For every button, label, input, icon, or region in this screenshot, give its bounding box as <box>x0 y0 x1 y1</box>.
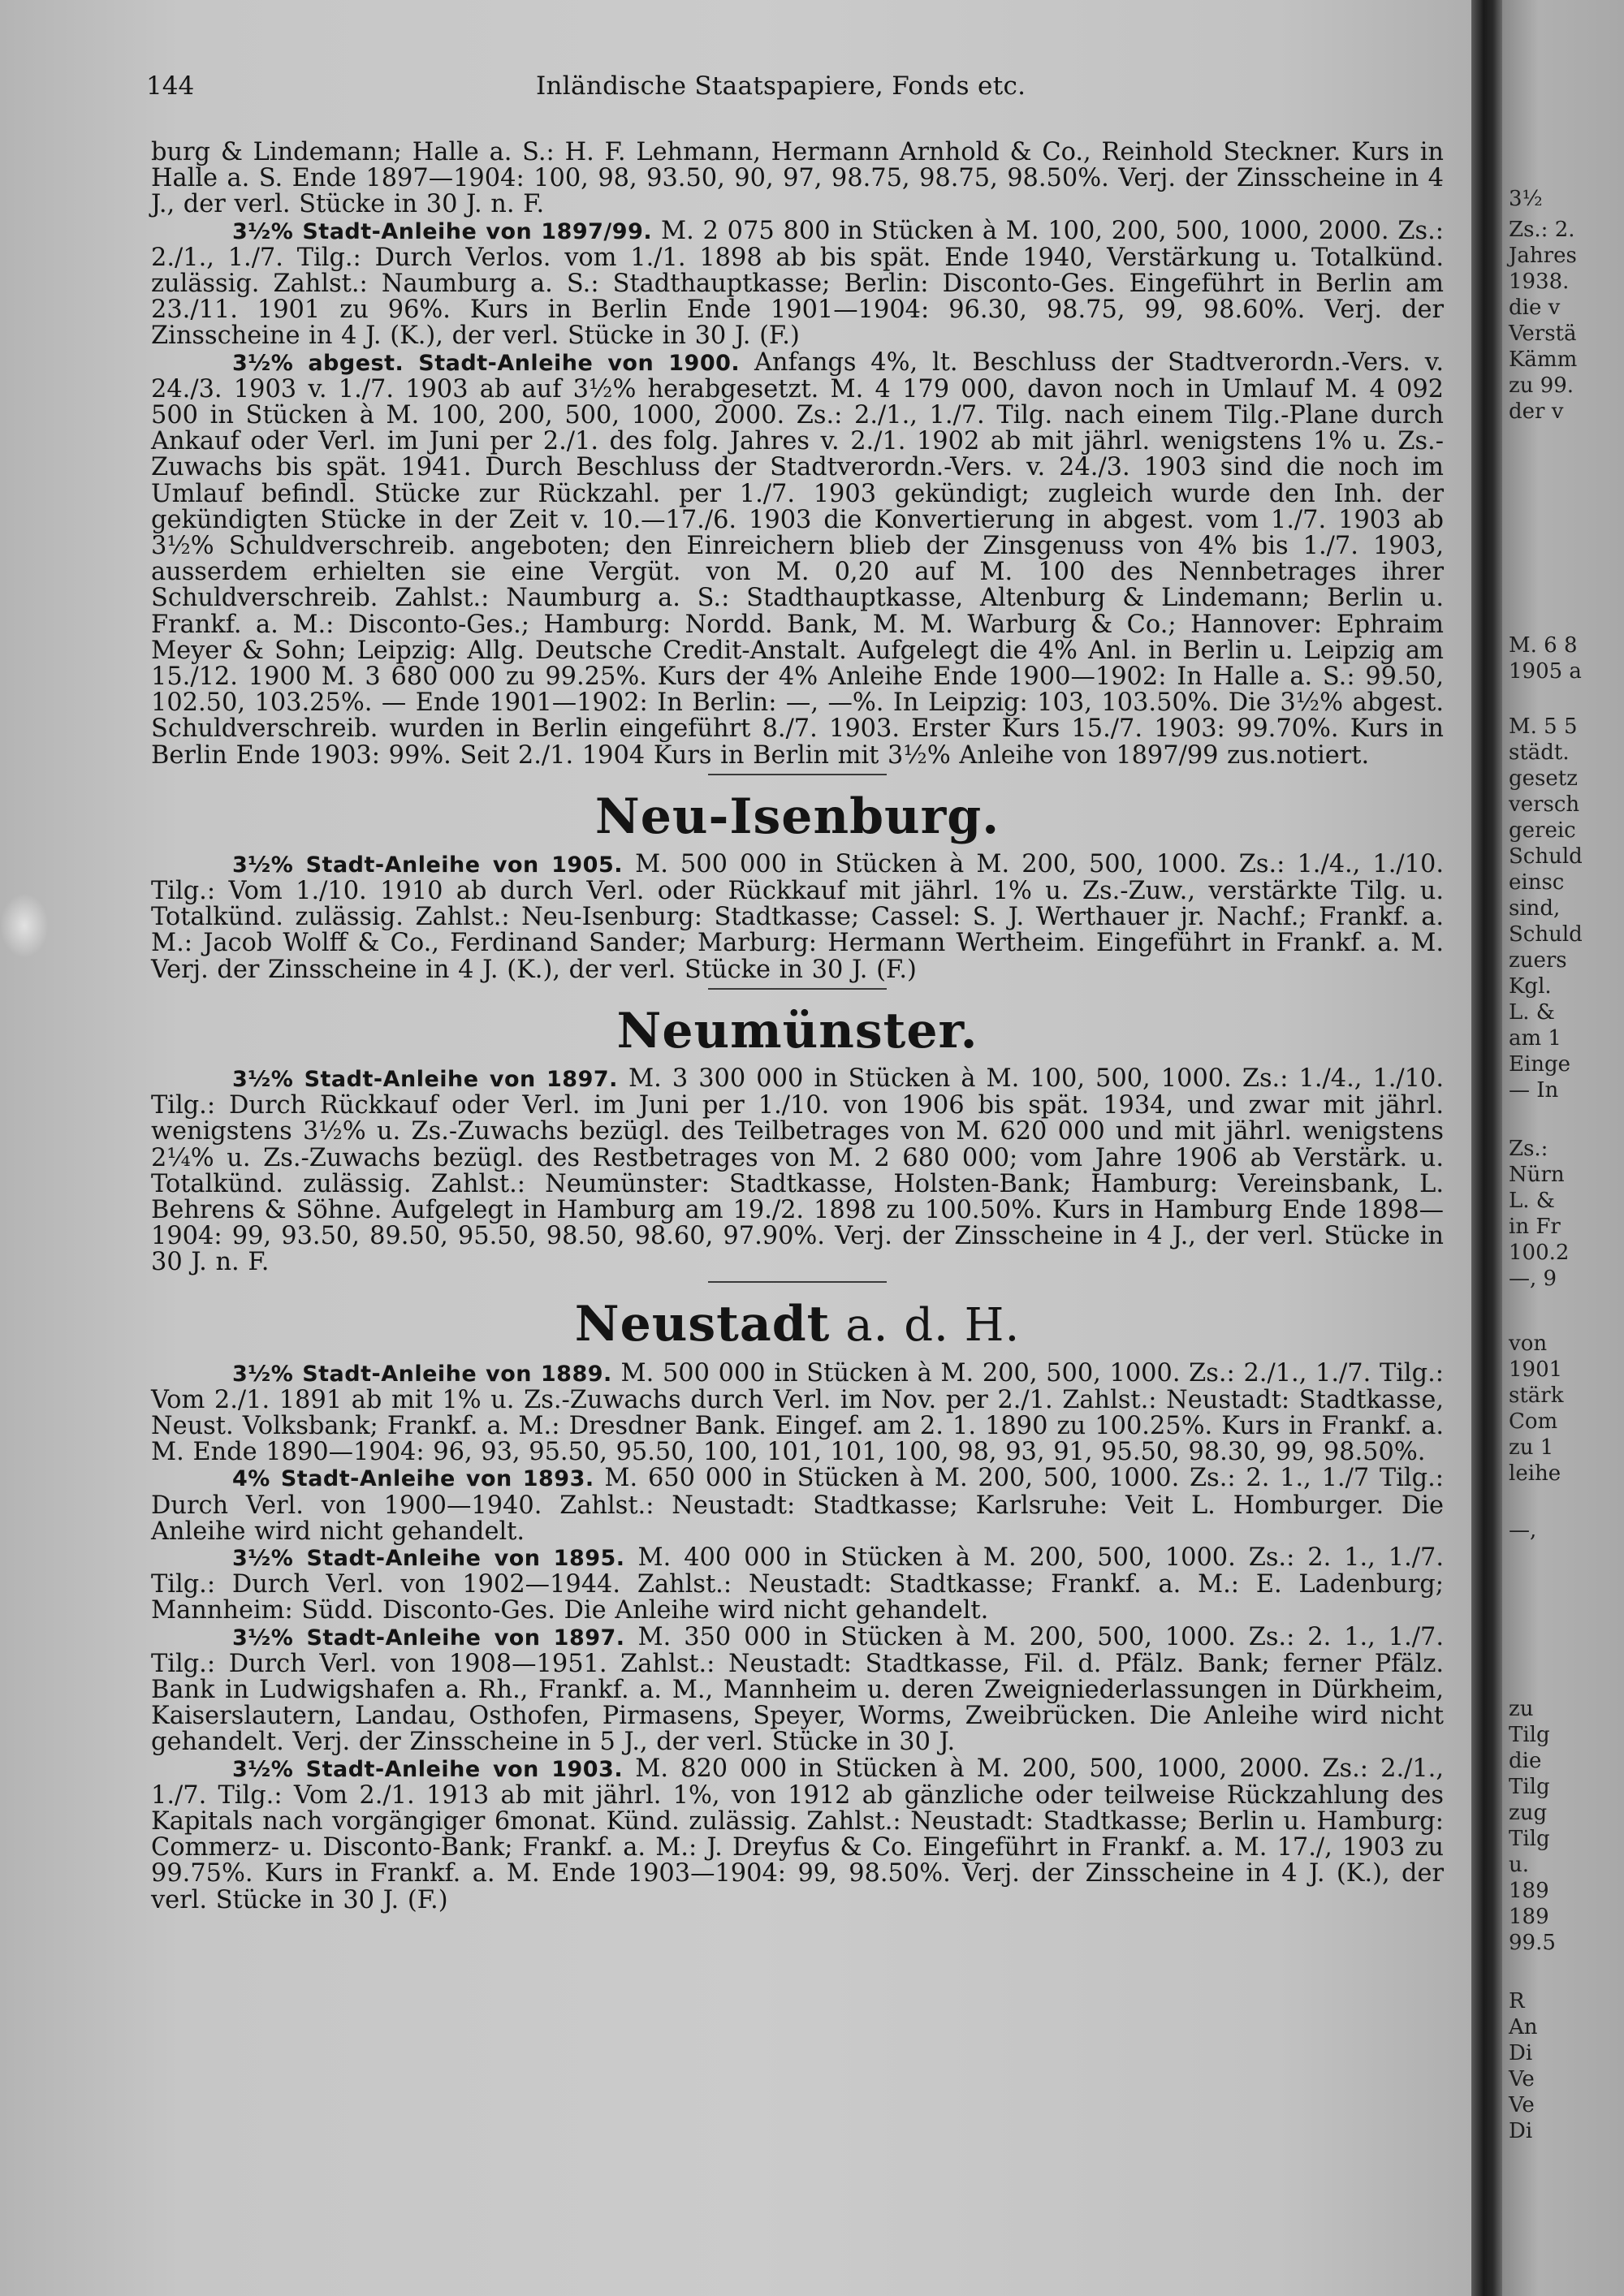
adjacent-page-fragment: versch <box>1509 792 1580 817</box>
adjacent-page-fragment: 1905 a <box>1509 659 1582 684</box>
bond-issue-title: 3½% Stadt-Anleihe von 1897/99. <box>232 218 653 244</box>
adjacent-page-fragment: Com <box>1509 1409 1558 1434</box>
adjacent-page-fragment: Zs.: <box>1509 1137 1548 1161</box>
paragraph-text: M. 500 000 in Stücken à M. 200, 500, 1000. Zs.: 1./4., 1./10. Tilg.: Vom 1./10. 1910 ab durch Verl. oder Rückkauf mit jährl. 1% u. Zs.-Zuw., verstärkte Tilg. u. Totalkünd. zulässig. Zahlst.: Neu-Isenburg: Stadtkasse; Cassel: S. J. Werthauer jr. Nachf.; Frankf. a. M.: Jacob Wolff & Co., Ferdinand Sander; Marburg: Hermann Wertheim. Eingeführt in Frankf. a. M. Verj. der Zinsscheine in 4 J. (K.), der verl. Stücke in 30 J. (F.) <box>151 849 1444 984</box>
adjacent-page-fragment: von <box>1509 1331 1548 1356</box>
adjacent-page-fragment: Ve <box>1509 2093 1535 2117</box>
section-divider <box>708 988 887 990</box>
adjacent-page-fragment: —, 9 <box>1509 1267 1557 1291</box>
adjacent-page-fragment: zuers <box>1509 948 1567 973</box>
adjacent-page-fragment: 189 <box>1509 1879 1549 1903</box>
paragraph-text: M. 3 300 000 in Stücken à M. 100, 500, 1000. Zs.: 1./4., 1./10. Tilg.: Durch Rückkauf oder Verl. im Juni per 1./10. von 1906 bis spät. 1934, und zwar mit jährl. wenigstens 3½% u. Zs.-Zuwachs bezügl. des Teilbetrages von M. 620 000 und mit jährl. wenigstens 2¼% u. Zs.-Zuwachs bezügl. des Restbetrages von M. 2 680 000; vom Jahre 1906 ab Verstärk. u. Totalkünd. zulässig. Zahlst.: Neumünster: Stadtkasse, Holsten-Bank; Hamburg: Vereinsbank, L. Behrens & Söhne. Aufgelegt in Hamburg am 19./2. 1898 zu 100.50%. Kurs in Hamburg Ende 1898—1904: 99, 93.50, 89.50, 95.50, 98.50, 98.60, 97.90%. Verj. der Zinsscheine in 4 J., der verl. Stücke in 30 J. n. F. <box>151 1064 1445 1277</box>
paragraph-text: Anfangs 4%, lt. Beschluss der Stadtverordn.-Vers. v. 24./3. 1903 v. 1./7. 1903 ab auf 3½% herabgesetzt. M. 4 179 000, davon noch in Umlauf M. 4 092 500 in Stücken à M. 100, 200, 500, 1000, 2000. Zs.: 2./1., 1./7. Tilg. nach einem Tilg.-Plane durch Ankauf oder Verl. im Juni per 2./1. des folg. Jahres v. 2./1. 1902 ab mit jährl. wenigstens 1% u. Zs.-Zuwachs bis spät. 1941. Durch Beschluss der Stadtverordn.-Vers. v. 24./3. 1903 sind die noch im Umlauf befindl. Stücke zur Rückzahl. per 1./7. 1903 gekündigt; zugleich wurde den Inh. der gekündigten Stücke in der Zeit v. 10.—17./6. 1903 die Konvertierung in abgest. vom 1./7. 1903 ab 3½% Schuldverschreib. angeboten; den Einreichern blieb der Zinsgenuss von 4% bis 1./7. 1903, ausserdem erhielten sie eine Vergüt. von M. 0,20 auf M. 100 des Nennbetrages ihrer Schuldverschreib. Zahlst.: Naumburg a. S.: Stadthauptkasse, Altenburg & Lindemann; Berlin u. Frankf. a. M.: Disconto-Ges.; Hamburg: Nordd. Bank, M. M. Warburg & Co.; Hannover: Ephraim Meyer & Sohn; Leipzig: Allg. Deutsche Credit-Anstalt. Aufgelegt die 4% Anl. in Berlin u. Leipzig am 15./12. 1900 M. 3 680 000 zu 99.25%. Kurs der 4% Anleihe Ende 1900—1902: In Halle a. S.: 99.50, 102.50, 103.25%. — Ende 1901—1902: In Berlin: —, —%. In Leipzig: 103, 103.50%. Die 3½% abgest. Schuldverschreib. wurden in Berlin eingeführt 8./7. 1903. Erster Kurs 15./7. 1903: 99.70%. Kurs in Berlin Ende 1903: 99%. Seit 2./1. 1904 Kurs in Berlin mit 3½% Anleihe von 1897/99 zus.notiert. <box>151 347 1444 770</box>
adjacent-page-fragment: 3½ <box>1509 187 1543 211</box>
body-text <box>151 140 1444 1914</box>
adjacent-page-fragment: stärk <box>1509 1383 1564 1408</box>
section-heading <box>151 788 1444 845</box>
adjacent-page-fragment: zug <box>1509 1801 1548 1825</box>
adjacent-page-fragment: die v <box>1509 296 1561 320</box>
bond-issue-title: 3½% Stadt-Anleihe von 1905. <box>232 852 623 878</box>
paragraph-text: M. 2 075 800 in Stücken à M. 100, 200, 500, 1000, 2000. Zs.: 2./1., 1./7. Tilg.: Durch Verlos. vom 1./1. 1898 ab bis spät. Ende 1940, Verstärkung u. Totalkünd. zulässig. Zahlst.: Naumburg a. S.: Stadthauptkasse; Berlin: Disconto-Ges. Eingeführt in Berlin am 23./11. 1901 zu 96%. Kurs in Berlin Ende 1901—1904: 96.30, 98.75, 99, 98.60%. Verj. der Zinsscheine in 4 J. (K.), der verl. Stücke in 30 J. (F.) <box>151 216 1444 351</box>
adjacent-page-fragment: Di <box>1509 2119 1533 2143</box>
paragraph <box>151 1545 1444 1625</box>
paragraph-text: M. 350 000 in Stücken à M. 200, 500, 1000. Zs.: 2. 1., 1./7. Tilg.: Durch Verl. von 1908—1951. Zahlst.: Neustadt: Stadtkasse, Fil. d. Pfälz. Bank; ferner Pfälz. Bank in Ludwigshafen a. Rh., Frankf. a. M., Mannheim u. deren Zweigniederlassungen in Dürkheim, Kaiserslautern, Landau, Osthofen, Pirmasens, Speyer, Worms, Zweibrücken. Die Anleihe wird nicht gehandelt. Verj. der Zinsscheine in 5 J., der verl. Stücke in 30 J. <box>151 1622 1444 1757</box>
paragraph-text: M. 650 000 in Stücken à M. 200, 500, 1000. Zs.: 2. 1., 1./7 Tilg.: Durch Verl. von 1900—1940. Zahlst.: Neustadt: Stadtkasse; Karlsruhe: Veit L. Homburger. Die Anleihe wird nicht gehandelt. <box>151 1464 1444 1546</box>
section-heading-text: Neustadt <box>574 1295 831 1353</box>
adjacent-page-fragment: Ve <box>1509 2067 1535 2091</box>
paragraph <box>151 347 1444 770</box>
paragraph-text: burg & Lindemann; Halle a. S.: H. F. Lehmann, Hermann Arnhold & Co., Reinhold Steckner. Kurs in Halle a. S. Ende 1897—1904: 100, 98, 93.50, 90, 97, 98.75, 98.75, 98.50%. Verj. der Zinsscheine in 4 J., der verl. Stücke in 30 J. n. F. <box>151 138 1444 219</box>
adjacent-page-edge <box>1502 0 1624 2296</box>
adjacent-page-fragment: 100.2 <box>1509 1241 1570 1265</box>
adjacent-page-fragment: der v <box>1509 399 1564 424</box>
section-heading <box>151 1296 1444 1354</box>
adjacent-page-fragment: am 1 <box>1509 1026 1561 1051</box>
adjacent-page-fragment: zu 1 <box>1509 1435 1554 1460</box>
paragraph <box>151 1756 1444 1914</box>
adjacent-page-fragment: 99.5 <box>1509 1931 1556 1955</box>
adjacent-page-fragment: Kämm <box>1509 347 1578 372</box>
adjacent-page-fragment: L. & <box>1509 1000 1555 1025</box>
adjacent-page-fragment: — In <box>1509 1078 1559 1103</box>
adjacent-page-fragment: die <box>1509 1749 1542 1773</box>
running-title: Inländische Staatspapiere, Fonds etc. <box>536 71 1026 101</box>
section-divider <box>708 774 887 775</box>
adjacent-page-fragment: An <box>1509 2015 1538 2039</box>
adjacent-page-fragment: leihe <box>1509 1461 1561 1486</box>
adjacent-page-fragment: 1901 <box>1509 1357 1563 1382</box>
bond-issue-title: 3½% Stadt-Anleihe von 1889. <box>232 1361 612 1387</box>
adjacent-page-fragment: Kgl. <box>1509 974 1552 999</box>
adjacent-page-fragment: gesetz <box>1509 766 1578 791</box>
adjacent-page-fragment: Tilg <box>1509 1827 1550 1851</box>
adjacent-page-fragment: Schuld <box>1509 922 1583 947</box>
adjacent-page-fragment: R <box>1509 1989 1525 2013</box>
paragraph <box>151 218 1444 350</box>
adjacent-page-fragment: einsc <box>1509 870 1565 895</box>
adjacent-page-fragment: 189 <box>1509 1905 1549 1929</box>
adjacent-page-fragment: Zs.: 2. <box>1509 218 1575 242</box>
section-heading-text: Neumünster. <box>616 1002 978 1060</box>
paragraph <box>151 1622 1444 1757</box>
section-divider <box>708 1281 887 1283</box>
book-gutter <box>1471 0 1502 2296</box>
paragraph <box>151 1358 1445 1467</box>
bond-issue-title: 3½% Stadt-Anleihe von 1895. <box>232 1545 625 1571</box>
paragraph <box>151 849 1444 984</box>
adjacent-page-fragment: in Fr <box>1509 1215 1561 1239</box>
paragraph-text: M. 400 000 in Stücken à M. 200, 500, 1000. Zs.: 2. 1., 1./7. Tilg.: Durch Verl. von 1902—1944. Zahlst.: Neustadt: Stadtkasse; Frankf. a. M.: E. Ladenburg; Mannheim: Südd. Disconto-Ges. Die Anleihe wird nicht gehandelt. <box>151 1543 1444 1625</box>
page-header <box>146 71 1462 107</box>
adjacent-page-fragment: 1938. <box>1509 270 1570 294</box>
bond-issue-title: 3½% abgest. Stadt-Anleihe von 1900. <box>232 350 741 376</box>
adjacent-page-fragment: u. <box>1509 1853 1530 1877</box>
adjacent-page-fragment: gereic <box>1509 818 1576 843</box>
paragraph <box>151 140 1444 218</box>
adjacent-page-fragment: —, <box>1509 1518 1537 1543</box>
adjacent-page-fragment: L. & <box>1509 1189 1555 1213</box>
bond-issue-title: 3½% Stadt-Anleihe von 1897. <box>232 1066 618 1092</box>
adjacent-page-fragment: Schuld <box>1509 844 1583 869</box>
adjacent-page-fragment: Jahres <box>1509 244 1577 268</box>
paragraph-text: M. 500 000 in Stücken à M. 200, 500, 1000. Zs.: 2./1., 1./7. Tilg.: Vom 2./1. 1891 ab mit 1% u. Zs.-Zuwachs durch Verl. im Nov. per 2./1. Zahlst.: Neustadt: Stadtkasse, Neust. Volksbank; Frankf. a. M.: Dresdner Bank. Eingef. am 2. 1. 1890 zu 100.25%. Kurs in Frankf. a. M. Ende 1890—1904: 96, 93, 95.50, 95.50, 100, 101, 101, 100, 98, 93, 91, 95.50, 98.30, 99, 98.50%. <box>151 1358 1445 1467</box>
bond-issue-title: 4% Stadt-Anleihe von 1893. <box>232 1466 594 1492</box>
adjacent-page-fragment: städt. <box>1509 740 1570 765</box>
adjacent-page-fragment: Verstä <box>1509 322 1577 346</box>
adjacent-page-fragment: Tilg <box>1509 1723 1550 1747</box>
adjacent-page-fragment: Einge <box>1509 1052 1571 1077</box>
adjacent-page-fragment: Di <box>1509 2041 1533 2065</box>
page-number: 144 <box>146 71 195 101</box>
paper-stain <box>0 893 49 958</box>
bond-issue-title: 3½% Stadt-Anleihe von 1903. <box>232 1756 624 1782</box>
section-heading-suffix: a. d. H. <box>830 1298 1021 1352</box>
adjacent-page-fragment: M. 6 8 <box>1509 633 1578 658</box>
section-heading <box>151 1003 1444 1060</box>
adjacent-page-fragment: Tilg <box>1509 1775 1550 1799</box>
paragraph-text: M. 820 000 in Stücken à M. 200, 500, 1000, 2000. Zs.: 2./1., 1./7. Tilg.: Vom 2./1. 1913 ab mit jährl. 1%, von 1912 ab gänzliche oder teilweise Rückzahlung des Kapitals nach vorgängiger 6monat. Künd. zulässig. Zahlst.: Neustadt: Stadtkasse; Berlin u. Hamburg: Commerz- u. Disconto-Bank; Frankf. a. M.: J. Dreyfus & Co. Eingeführt in Frankf. a. M. 17./, 1903 zu 99.75%. Kurs in Frankf. a. M. Ende 1903—1904: 99, 98.50%. Verj. der Zinsscheine in 4 J. (K.), der verl. Stücke in 30 J. (F.) <box>151 1754 1445 1914</box>
adjacent-page-fragment: zu <box>1509 1697 1534 1721</box>
adjacent-page-fragment: M. 5 5 <box>1509 714 1578 739</box>
bond-issue-title: 3½% Stadt-Anleihe von 1897. <box>232 1625 625 1651</box>
adjacent-page-fragment: sind, <box>1509 896 1561 921</box>
paragraph <box>151 1465 1444 1545</box>
paragraph <box>151 1066 1444 1276</box>
adjacent-page-fragment: zu 99. <box>1509 373 1574 398</box>
section-heading-text: Neu-Isenburg. <box>594 788 1000 845</box>
adjacent-page-fragment: Nürn <box>1509 1163 1565 1187</box>
